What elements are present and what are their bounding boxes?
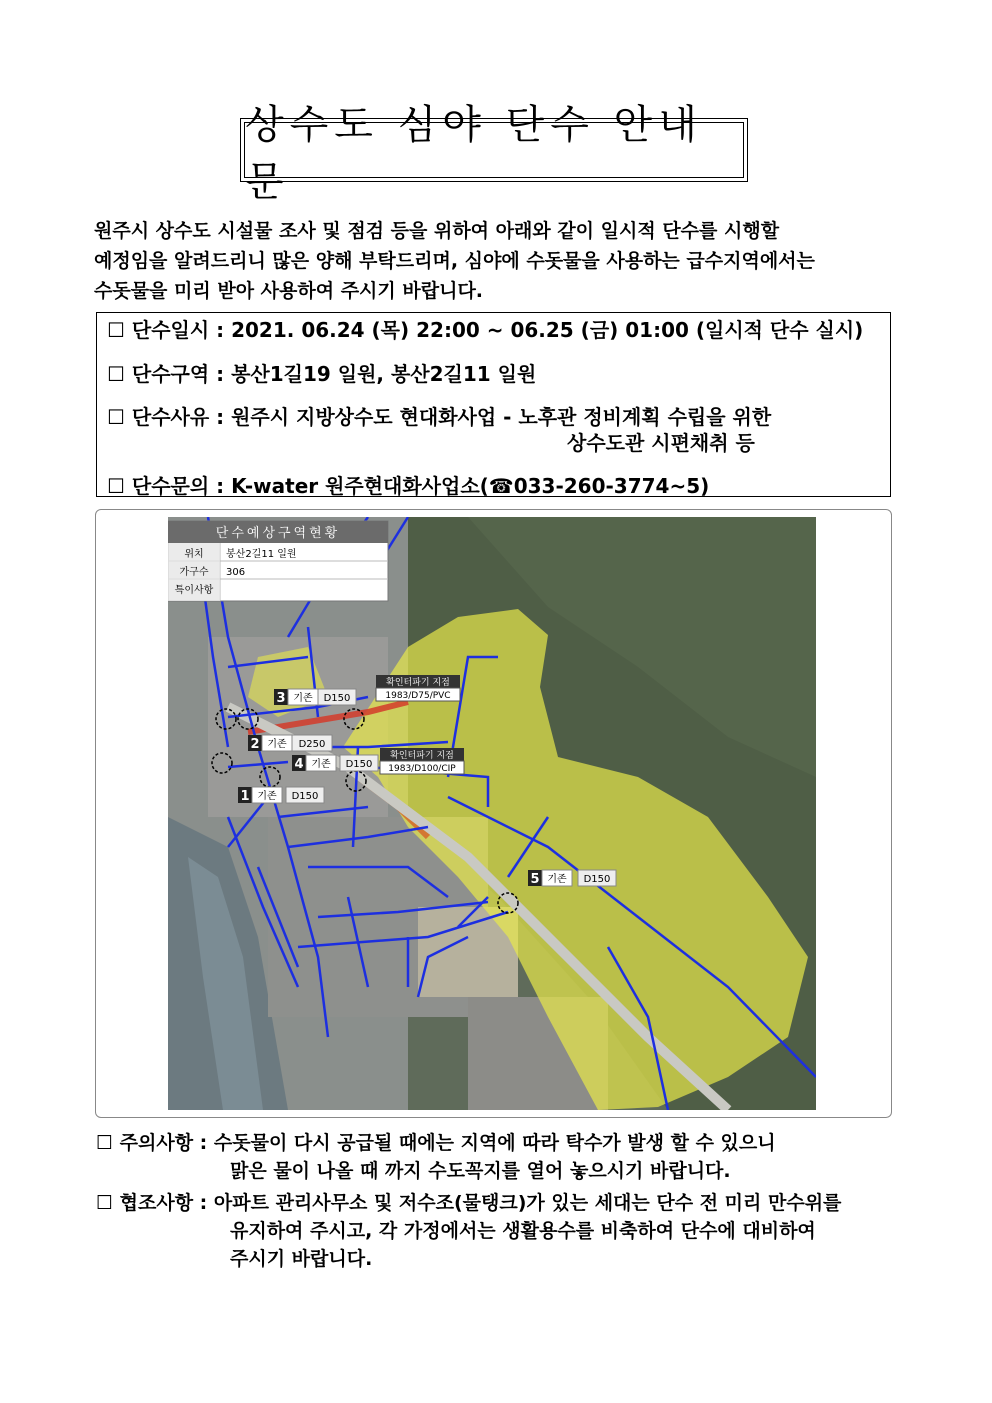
callout-title: 확인터파기 지점	[386, 678, 450, 688]
cooperation-note-cont: 주시기 바랍니다.	[230, 1248, 373, 1270]
cooperation-note-cont: 유지하여 주시고, 각 가정에서는 생활용수를 비축하여 단수에 대비하여	[230, 1220, 816, 1242]
intro-line: 원주시 상수도 시설물 조사 및 점검 등을 위하여 아래와 같이 일시적 단수를 시행할	[94, 220, 780, 242]
marker-size: D250	[298, 739, 326, 750]
panel-title: 단수예상구역현황	[215, 526, 341, 541]
cooperation-note: ☐ 협조사항 : 아파트 관리사무소 및 저수조(물탱크)가 있는 세대는 단수 전 미리 만수위를	[96, 1192, 842, 1214]
callout-title: 확인터파기 지점	[390, 751, 454, 761]
info-reason: ☐ 단수사유 : 원주시 지방상수도 현대화사업 - 노후관 정비계획 수립을 위한	[107, 405, 772, 429]
caution-note-cont: 맑은 물이 나올 때 까지 수도꼭지를 열어 놓으시기 바랍니다.	[230, 1160, 731, 1182]
marker-size: D150	[345, 759, 373, 770]
title-box	[240, 102, 748, 205]
caution-note: ☐ 주의사항 : 수돗물이 다시 공급될 때에는 지역에 따라 탁수가 발생 할 수 있으니	[96, 1132, 776, 1154]
panel-label: 위치	[184, 549, 204, 560]
marker-number: 1	[240, 789, 250, 804]
info-reason-cont: 상수도관 시편채취 등	[567, 431, 755, 455]
panel-label: 가구수	[179, 567, 209, 578]
marker-number: 3	[276, 691, 286, 706]
outage-area-map	[168, 517, 816, 1110]
marker-kind: 기존	[257, 791, 277, 802]
marker-size: D150	[323, 693, 351, 704]
callout-spec: 1983/D100/CIP	[388, 764, 456, 774]
panel-value: 306	[226, 567, 246, 578]
intro-line: 수돗물을 미리 받아 사용하여 주시기 바랍니다.	[94, 280, 484, 302]
marker-kind: 기존	[311, 759, 331, 770]
marker-number: 2	[250, 737, 260, 752]
page-title: 상수도 심야 단수 안내문	[244, 122, 744, 178]
panel-label: 특이사항	[174, 585, 214, 596]
area-info-panel	[168, 521, 388, 601]
marker-size: D150	[583, 874, 611, 885]
marker-kind: 기존	[547, 874, 567, 885]
marker-size: D150	[291, 791, 319, 802]
info-datetime: ☐ 단수일시 : 2021. 06.24 (목) 22:00 ~ 06.25 (금) 01:00 (일시적 단수 실시)	[107, 318, 864, 342]
marker-number: 5	[530, 872, 540, 887]
marker-kind: 기존	[267, 739, 287, 750]
info-area: ☐ 단수구역 : 봉산1길19 일원, 봉산2길11 일원	[107, 362, 537, 386]
panel-value: 봉산2길11 일원	[226, 549, 297, 560]
marker-kind: 기존	[293, 693, 313, 704]
marker-number: 4	[294, 757, 304, 772]
intro-paragraph	[94, 216, 899, 306]
intro-line: 예정임을 알려드리니 많은 양해 부탁드리며, 심야에 수돗물을 사용하는 급수지역에서는	[94, 250, 815, 272]
info-box	[96, 312, 891, 497]
callout-spec: 1983/D75/PVC	[385, 691, 451, 701]
info-contact: ☐ 단수문의 : K-water 원주현대화사업소(☎033-260-3774~5)	[107, 474, 710, 498]
